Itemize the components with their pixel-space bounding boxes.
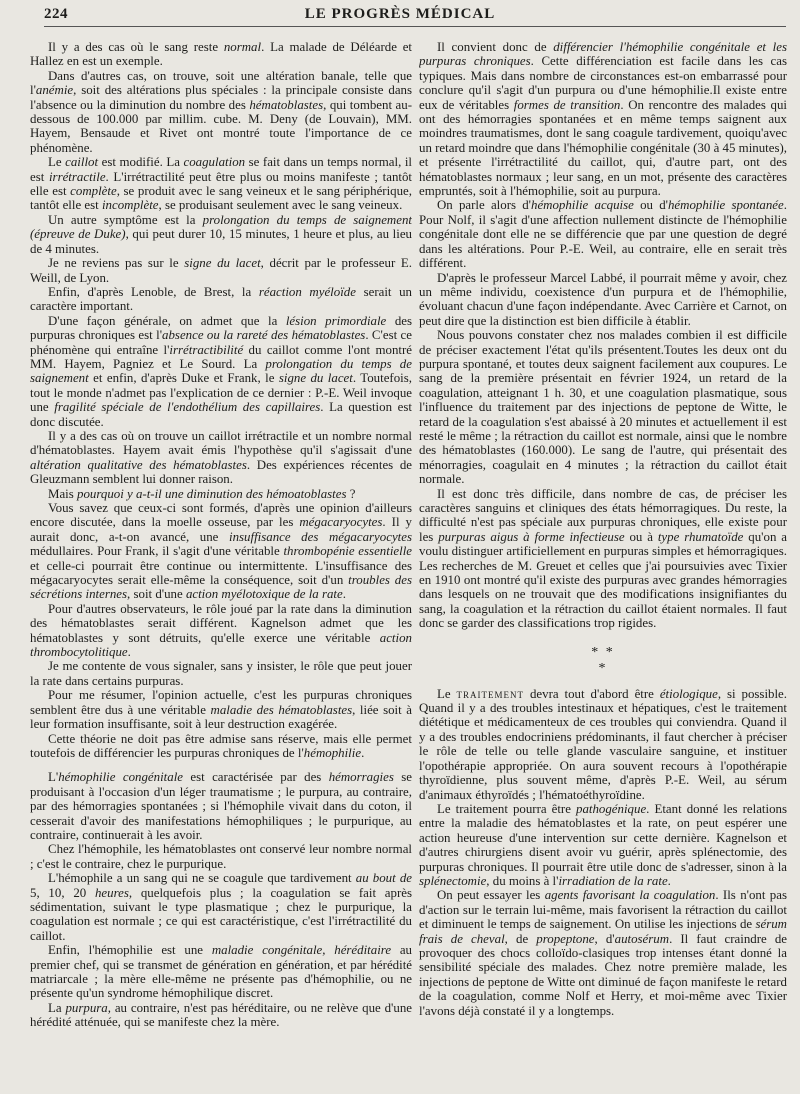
italic-term: anémie bbox=[35, 83, 74, 98]
italic-term: réaction myéloïde bbox=[258, 284, 356, 299]
italic-term: autosérum bbox=[614, 931, 670, 946]
paragraph: Dans d'autres cas, on trouve, soit une altération banale, telle que l'anémie, soit des altérations plus spéciales : la principale consiste dans l'absence ou la diminution du nombre des hématoblastes, qui tombent au-dessous de 100.000 par millim. cube. M. Deny (de Louvain), MM. Hayem, Bensaude et Rivet ont montré toute l'importance de ce phénomène. bbox=[30, 68, 412, 155]
italic-term: propeptone bbox=[536, 931, 595, 946]
paragraph: Un autre symptôme est la prolongation du temps de saignement (épreuve de Duke), qui peut durer 10, 15 minutes, 1 heure et plus, au lieu de 4 minutes. bbox=[30, 212, 412, 256]
paragraph: Le traitement pourra être pathogénique. Etant donné les relations entre la maladie des hématoblastes et la rate, on peut espérer une action heureuse d'une intervention sur cette dernière. Kagnelson et d'autres chirurgiens disent avoir vu guérir, après splénectomie, des purpuras chroniques. Il pourrait être utile donc de s'adresser, sinon à la splénectomie, du moins à l'irradiation de la rate. bbox=[419, 801, 787, 888]
italic-term: maladie des hématoblastes bbox=[210, 702, 353, 717]
right-column bbox=[419, 40, 787, 1088]
paragraph: Il y a des cas où le sang reste normal. La malade de Déléarde et Hallez en est un exemple. bbox=[30, 40, 412, 69]
italic-term: étiologique bbox=[659, 686, 718, 701]
italic-term: normal bbox=[223, 40, 262, 54]
italic-term: signe du lacet bbox=[278, 371, 353, 386]
paragraph: Vous savez que ceux-ci sont formés, d'après une opinion d'ailleurs encore discutée, dans la moelle osseuse, par les mégacaryocytes. Il y aurait donc, a-t-on avancé, une insuffisance des mégacaryocytes médullaires. Pour Frank, il s'agit d'une véritable thrombopénie essentielle et celle-ci pourrait être continue ou intermittente. L'insuffisance des mégacaryocytes serait elle-même la conséquence, soit d'un troubles des sécrétions internes, soit d'une action myélotoxique de la rate. bbox=[30, 501, 412, 602]
italic-term: sérum frais de cheval bbox=[419, 917, 787, 946]
paragraph: Il y a des cas où on trouve un caillot irrétractile et un nombre normal d'hématoblastes. Hayem avait émis l'hypothèse qu'il s'agissait d'une altération qualitative des hématoblastes. Des expériences récentes de Gleuzmann semblent lui donner raison. bbox=[30, 428, 412, 487]
italic-term: fragilité spéciale de l'endothélium des capillaires bbox=[54, 400, 321, 415]
italic-term: irradiation de la rate bbox=[558, 873, 668, 888]
paragraph: Nous pouvons constater chez nos malades combien il est difficile de préciser exactement l'état qu'ils présentent.Toutes les deux ont du purpura spontané, et toutes deux saignent facilement aux coupures. Le sang de la première présentait en février 1924, un retard de la coagulation, atteignant 1 h. 30, et une coagulation plasmatique, sous l'influence du traitement par des injections de peptone de Witte, le retard de la coagulation s'est abaissé à 20 minutes et actuellement il est resté le même ; la rétraction du caillot est normale, ainsi que le nombre des hématoblastes (160.000). Le sang de l'autre, qui présentait des ménorragies, coagulait en 4 minutes ; la rétraction du caillot était normale. bbox=[419, 328, 787, 487]
italic-term: irrétractibilité bbox=[169, 342, 244, 357]
italic-term: incomplète bbox=[101, 198, 159, 213]
italic-term: heures bbox=[94, 885, 129, 900]
paragraph: Il est donc très difficile, dans nombre de cas, de préciser les caractères sanguins et cliniques des états hémorragiques. Du reste, la difficulté n'est pas spéciale aux purpuras chroniques, elle existe pour les purpuras aigus à forme infectieuse ou à type rhumatoïde qu'on a voulu distinguer artificiellement en purpuras simples et hémorragiques. Les recherches de M. Greuet et celles que j'ai poursuivies avec Tixier en 1910 ont montré qu'il existe des purpuras avec grandes hémorragies dans lesquels on ne trouvait que des modifications insignifiantes du sang, la coagulation et la rétraction du caillot étaient normales. Il faut donc se garder des classifications trop rigides. bbox=[419, 486, 787, 631]
italic-term: caillot bbox=[65, 155, 99, 170]
italic-term: prolongation du temps de saignement (épreuve de Duke) bbox=[30, 212, 412, 242]
italic-term: mégacaryocytes bbox=[299, 515, 383, 530]
italic-term: différencier l'hémophilie congénitale et les purpuras chroniques bbox=[419, 40, 787, 69]
italic-term: hémophilie congénitale bbox=[58, 770, 183, 785]
paragraph: Mais pourquoi y a-t-il une diminution des hémoatoblastes ? bbox=[48, 486, 356, 501]
paragraph: Enfin, l'hémophilie est une maladie congénitale, héréditaire au premier chef, qui se transmet de génération en génération, et par hérédité matriarcale ; la mère elle-même ne présente pas d'hémophilie, ou ne présente qu'un syndrome hémophilique discret. bbox=[30, 943, 412, 1001]
italic-term: prolongation du temps de saignement bbox=[30, 356, 412, 386]
paragraph: Il convient donc de différencier l'hémophilie congénitale et les purpuras chroniques. Cette différenciation est facile dans les cas typiques. Mais dans nombre de circonstances est-on embarrassé pour conclure qu'il s'agit d'un purpura ou d'une hémophilie.Il existe entre eux de véritables formes de transition. On rencontre des malades qui ont des hémorragies spontanées et en même temps saignent aux moindres traumatismes, dont le sang coagule tardivement, quoiqu'avec un retard moindre que dans l'hémophilie congénitale (30 à 45 minutes), et présente l'irrétractilité du caillot, qui, d'autre part, ont des hématoblastes normaux ; leur sang, en un mot, présente des caractères empruntés, soit à l'hémophilie, soit au purpura. bbox=[419, 40, 787, 199]
italic-term: hémophilie acquise bbox=[531, 198, 634, 213]
paragraph: D'après le professeur Marcel Labbé, il pourrait même y avoir, chez un même individu, coexistence d'un purpura et de l'hémophilie, évoluant chacun d'une façon indépendante. Avec Carrière et Carnot, on peut dire que la distinction est bien difficile à établir. bbox=[419, 270, 787, 328]
italic-term: irrétractile bbox=[48, 169, 106, 184]
italic-term: thrombopénie essentielle bbox=[283, 544, 412, 559]
journal-title: LE PROGRÈS MÉDICAL bbox=[304, 6, 496, 22]
italic-term: action myélotoxique de la rate bbox=[185, 587, 343, 602]
paragraph: Chez l'hémophile, les hématoblastes ont conservé leur nombre normal ; c'est le contraire, chez le purpurique. bbox=[30, 842, 412, 871]
paragraph: La purpura, au contraire, n'est pas héréditaire, ou ne relève que d'une hérédité atténuée, qui se manifeste chez la mère. bbox=[30, 1000, 412, 1030]
italic-term: purpuras aigus à forme infectieuse bbox=[438, 529, 625, 544]
paragraph: On peut essayer les agents favorisant la coagulation. Ils n'ont pas d'action sur le terrain lui-même, mais favorisent la rétraction du caillot et diminuent le temps de saignement. On utilise les injections de sérum frais de cheval, de propeptone, d'autosérum. Il faut craindre de provoquer des chocs colloïdo-clasiques trop intenses étant donné la sensibilité spéciale des malades. Chez notre première malade, les injections de peptone de Witte ont diminué de façon manifeste le retard de la coagulation, comme Nolf et Herry, et moi-même avec Tixier l'avons déjà constaté il y a longtemps. bbox=[419, 888, 787, 1018]
paragraph: Le traitement devra tout d'abord être étiologique, si possible. Quand il y a des troubles intestinaux et hépatiques, c'est le traitement diététique et médicamenteux de ces troubles qui conviendra. Quand il y a des troubles endocriniens prédominants, il faut chercher à préciser le rôle de telle ou telle glande vasculaire sanguine, et instituer l'opothérapie appropriée. On aura souvent recours à l'opothérapie thyroïdienne, plus souvent même, d'après P.-E. Weil, au sérum d'animaux éthyroïdés ; l'hématoéthyroïdine. bbox=[419, 686, 787, 802]
italic-term: formes de transition bbox=[513, 97, 621, 112]
italic-term: maladie congénitale, héréditaire bbox=[211, 943, 392, 958]
left-column bbox=[30, 40, 412, 1088]
italic-term: type rhumatoïde bbox=[657, 529, 744, 544]
italic-term: signe du lacet bbox=[184, 256, 261, 271]
paragraph: Je me contente de vous signaler, sans y insister, le rôle que peut jouer la rate dans certains purpuras. bbox=[30, 659, 412, 688]
paragraph: L'hémophile a un sang qui ne se coagule que tardivement au bout de 5, 10, 20 heures, quelquefois plus ; la coagulation se fait après sédimentation, suivant le type plasmatique ; chez le purpurique, la coagulation est normale ; ce qui est caractéristique, c'est l'irrétractilité du caillot. bbox=[30, 871, 412, 943]
paragraph: On parle alors d'hémophilie acquise ou d'hémophilie spontanée. Pour Nolf, il s'agit d'une affection nullement distincte de l'hémophilie congénitale dont elle ne se différencie que par une question de degré dans les altérations. Pour P.-E. Weil, au contraire, elle en serait très différent. bbox=[419, 198, 787, 271]
italic-term: pathogénique bbox=[576, 801, 647, 816]
paragraph: D'une façon générale, on admet que la lésion primordiale des purpuras chroniques est l'absence ou la rareté des hématoblastes. C'est ce phénomène qui entraîne l'irrétractibilité du caillot comme l'ont montré MM. Hayem, Pagniez et Le Sourd. La prolongation du temps de saignement et enfin, d'après Duke et Frank, le signe du lacet. Toutefois, tout le monde n'admet pas l'explication de ce dernier : P.-E. Weil invoque une fragilité spéciale de l'endothélium des capillaires. La question est donc discutée. bbox=[30, 313, 412, 429]
paragraph: Je ne reviens pas sur le signe du lacet, décrit par le professeur E. Weill, de Lyon. bbox=[30, 256, 412, 285]
italic-term: complète bbox=[70, 184, 117, 199]
italic-term: troubles des sécrétions internes bbox=[30, 573, 412, 602]
italic-term: agents favorisant la coagulation bbox=[544, 888, 716, 903]
italic-term: absence ou la rareté des hématoblastes bbox=[162, 328, 366, 343]
italic-term: insuffisance des mégacaryocytes bbox=[229, 529, 412, 544]
paragraph: Pour me résumer, l'opinion actuelle, c'est les purpuras chroniques semblent être dus à une véritable maladie des hématoblastes, liée soit à leur formation insuffisante, soit à leur destruction exagérée. bbox=[30, 688, 412, 732]
small-caps-term: traitement bbox=[456, 686, 525, 701]
header-rule bbox=[44, 26, 786, 27]
page-number: 224 bbox=[44, 6, 68, 22]
italic-term: hématoblastes bbox=[249, 97, 324, 112]
section-separator-asterisks: * * * bbox=[591, 644, 615, 676]
italic-term: hémorragies bbox=[328, 770, 394, 785]
paragraph: Le caillot est modifié. La coagulation se fait dans un temps normal, il est irrétractile. L'irrétractilité peut être plus ou moins manifeste ; tantôt elle est complète, se produit avec le sang veineux et le sang périphérique, tantôt elle est incomplète, se produisant seulement avec le sang veineux. bbox=[30, 155, 412, 213]
italic-term: hémophilie bbox=[303, 745, 362, 760]
paragraph: Cette théorie ne doit pas être admise sans réserve, mais elle permet toutefois de différencier les purpuras chroniques de l'hémophilie. bbox=[30, 731, 412, 760]
paragraph: Enfin, d'après Lenoble, de Brest, la réaction myéloïde serait un caractère important. bbox=[30, 284, 412, 314]
paragraph: Pour d'autres observateurs, le rôle joué par la rate dans la diminution des hématoblastes serait différent. Kagnelson admet que les hématoblastes y sont détruits, qu'elle exerce une véritable action thrombocytolitique. bbox=[30, 601, 412, 660]
italic-term: au bout de bbox=[355, 871, 412, 886]
italic-term: hémophilie spontanée bbox=[667, 198, 784, 213]
italic-term: pourquoi y a-t-il une diminution des hémoatoblastes bbox=[77, 486, 347, 501]
italic-term: altération qualitative des hématoblastes bbox=[30, 457, 247, 472]
italic-term: lésion primordiale bbox=[285, 313, 387, 328]
italic-term: purpura, bbox=[65, 1000, 111, 1015]
paragraph: L'hémophilie congénitale est caractérisée par des hémorragies se produisant à l'occasion d'un léger traumatisme ; le purpura, au contraire, par des hémorragies spontanées ; si l'hémophile vivait dans du coton, il cesserait d'avoir des manifestations hémophiliques ; le purpurique, au contraire, continuerait à les avoir. bbox=[30, 770, 412, 842]
italic-term: coagulation bbox=[183, 155, 246, 170]
italic-term: splénectomie bbox=[419, 873, 487, 888]
italic-term: action thrombocytolitique bbox=[30, 630, 412, 660]
page-header bbox=[0, 0, 800, 30]
